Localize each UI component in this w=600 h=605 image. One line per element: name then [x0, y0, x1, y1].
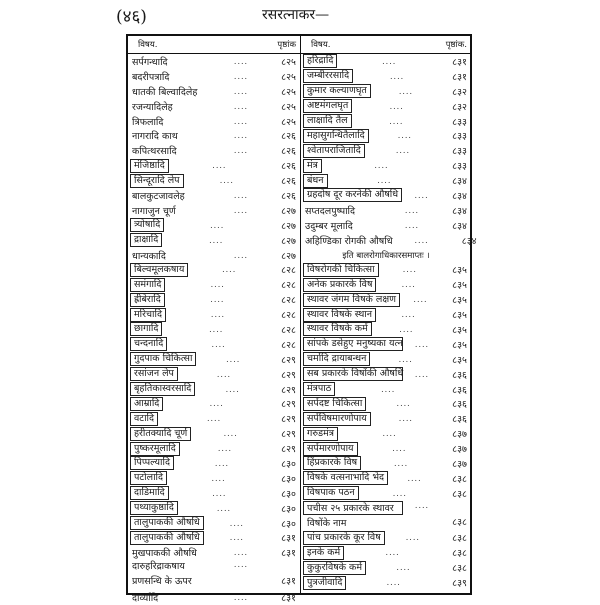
entry-page-number: ८३१ [452, 56, 467, 68]
leader-dots: .... [210, 220, 225, 230]
entry-page-number: ८३५ [452, 339, 467, 351]
leader-dots: .... [398, 414, 413, 424]
entry-page-number: ८३७ [452, 458, 467, 470]
entry-title: स्थावर जंगम विषके लक्षण [303, 293, 400, 307]
index-entry [301, 560, 471, 575]
entry-title: सर्पदष्ट चिकित्सा [303, 397, 366, 411]
entry-page-number: ८३८ [452, 488, 467, 500]
index-entry [301, 471, 471, 486]
entry-page-number: ८३७ [452, 444, 467, 456]
entry-title: अहिण्डिका रोगकी औषधि [305, 235, 393, 247]
entry-page-number: ८३५ [452, 310, 467, 322]
entry-title: हरीतक्यादि चूर्ण [130, 427, 191, 441]
leader-dots: .... [211, 339, 226, 349]
entry-page-number: ८३८ [452, 563, 467, 575]
index-entry [128, 426, 300, 441]
leader-dots: .... [233, 593, 249, 603]
entry-title: हरिद्रादि [303, 54, 337, 68]
entry-page-number: ८३४ [452, 176, 467, 188]
index-entry [128, 545, 300, 560]
leader-dots: .... [413, 295, 428, 305]
index-entry [128, 248, 300, 263]
leader-dots: .... [392, 488, 407, 498]
leader-dots: .... [212, 161, 227, 171]
index-entry [301, 114, 471, 129]
entry-title: चर्मादि द्रायाबन्धन [303, 352, 370, 366]
leader-dots: .... [223, 429, 238, 439]
entry-title: सब प्रकारके विषोंकी औषधि [303, 367, 403, 381]
leader-dots: .... [414, 369, 430, 379]
entry-title: कुमार कल्याणघृत [303, 84, 371, 98]
entry-page-number: ८३४ [452, 190, 467, 202]
leader-dots: .... [233, 205, 249, 215]
right-subject-header: विषय. [311, 40, 331, 50]
entry-title: गरुडमंत्र [303, 427, 338, 441]
entry-title: दार्व्यादि [132, 593, 159, 605]
right-header [301, 36, 471, 54]
entry-title: गुदपाक चिकित्सा [130, 352, 196, 366]
entry-title: पथ्याकुष्ठादि [130, 501, 178, 515]
index-entry [301, 531, 471, 546]
entry-title: आम्रादि [130, 397, 163, 411]
leader-dots: .... [212, 488, 227, 498]
index-entry [128, 560, 300, 590]
index-entry [301, 426, 471, 441]
index-entry [128, 233, 300, 248]
leader-dots: .... [233, 86, 249, 96]
entry-page-number: ८३० [281, 488, 296, 500]
index-entry [128, 322, 300, 337]
page-number: (४६) [116, 7, 147, 27]
left-page-header: पृष्ठांक [277, 40, 296, 50]
entry-page-number: ८३५ [452, 280, 467, 292]
entry-page-number: ८२५ [281, 101, 296, 113]
leader-dots: .... [377, 176, 392, 186]
leader-dots: .... [233, 71, 249, 81]
entry-title: हिंप्रकारके विष [303, 456, 361, 470]
leader-dots: .... [233, 146, 249, 156]
index-entry [301, 486, 471, 501]
entry-title: बिल्वमूलकषाय [130, 263, 188, 277]
index-entry [128, 158, 300, 173]
entry-title: मंत्र [303, 159, 322, 173]
leader-dots: .... [210, 295, 225, 305]
entry-title: पुष्करमूलादि [130, 442, 180, 456]
right-entry-list-2 [301, 262, 471, 590]
entry-title: रसांजन लेप [130, 367, 178, 381]
entry-page-number: ८३० [281, 458, 296, 470]
index-entry [128, 128, 300, 143]
entry-page-number: ८२७ [281, 220, 296, 232]
left-header [128, 36, 300, 54]
entry-page-number: ८३१ [281, 576, 296, 588]
index-entry [301, 292, 471, 307]
section-end-note: इति बालरोगाधिकारसमाप्तः । [342, 250, 430, 261]
index-entry [128, 218, 300, 233]
entry-page-number: ८३६ [452, 399, 467, 411]
index-entry [301, 173, 471, 188]
entry-page-number: ८२८ [281, 310, 296, 322]
leader-dots: .... [226, 354, 241, 364]
entry-page-number: ८३५ [452, 265, 467, 277]
entry-page-number: ८३६ [452, 369, 467, 381]
index-entry [128, 516, 300, 531]
entry-page-number: ८३३ [452, 146, 467, 158]
index-entry [128, 352, 300, 367]
leader-dots: .... [210, 280, 225, 290]
entry-page-number: ८२७ [281, 205, 296, 217]
entry-page-number: ८३४ [452, 205, 467, 217]
entry-page-number: ८३८ [452, 516, 467, 528]
entry-page-number: ८२७ [281, 235, 296, 247]
leader-dots: .... [399, 324, 414, 334]
leader-dots: .... [219, 176, 234, 186]
index-entry [301, 322, 471, 337]
leader-dots: .... [397, 131, 412, 141]
entry-page-number: ८३१ [281, 533, 296, 545]
index-entry [128, 441, 300, 456]
leader-dots: .... [401, 280, 416, 290]
entry-page-number: ८२९ [281, 429, 296, 441]
entry-page-number: ८२९ [281, 399, 296, 411]
leader-dots: .... [414, 235, 429, 245]
entry-title: दारुहरिद्राकषाय प्रणसन्धि के ऊपर [132, 561, 192, 588]
leader-dots: .... [395, 146, 410, 156]
index-entry [301, 367, 471, 382]
index-entry [301, 158, 471, 173]
leader-dots: .... [233, 101, 249, 111]
entry-page-number: ८२८ [281, 280, 296, 292]
leader-dots: .... [382, 56, 397, 66]
entry-page-number: ८२५ [281, 86, 296, 98]
entry-page-number: ८३१ [452, 71, 467, 83]
leader-dots: .... [389, 116, 404, 126]
index-entry [128, 54, 300, 69]
entry-title: त्रिफलादि [132, 116, 164, 128]
index-entry [128, 531, 300, 546]
right-page-header: पृष्ठांक. [445, 40, 467, 50]
index-entry [128, 382, 300, 397]
entry-page-number: ८३३ [452, 161, 467, 173]
index-entry [301, 188, 471, 203]
entry-page-number: ८२९ [281, 369, 296, 381]
leader-dots: .... [211, 473, 226, 483]
leader-dots: .... [386, 578, 401, 588]
index-entry [128, 486, 300, 501]
index-entry [128, 307, 300, 322]
entry-page-number: ८२६ [281, 176, 296, 188]
index-entry [301, 411, 471, 426]
index-entry [128, 396, 300, 411]
entry-page-number: ८३४ [452, 220, 467, 232]
entry-page-number: ८२६ [281, 161, 296, 173]
leader-dots: .... [214, 458, 230, 468]
entry-title: स्थावर विषके कर्म [303, 322, 372, 336]
entry-title: तालुपाककी औषधि [130, 516, 204, 530]
entry-page-number: ८२६ [281, 190, 296, 202]
leader-dots: .... [382, 429, 397, 439]
entry-title: वटादि [130, 412, 158, 426]
leader-dots: .... [374, 161, 389, 171]
index-entry [128, 277, 300, 292]
index-entry [301, 143, 471, 158]
right-entry-list [301, 54, 477, 248]
index-entry [301, 441, 471, 456]
entry-title: सिन्दूरादि लेप [130, 174, 184, 188]
entry-title: पुत्रजीवादि [303, 576, 346, 590]
index-entry [128, 292, 300, 307]
leader-dots: .... [392, 444, 407, 454]
index-entry [301, 218, 471, 233]
entry-page-number: ८३६ [452, 414, 467, 426]
entry-page-number: ८२६ [281, 146, 296, 158]
entry-page-number: ८२९ [281, 444, 296, 456]
entry-title: इनके कर्म [303, 546, 344, 560]
leader-dots: .... [216, 503, 232, 513]
leader-dots: .... [233, 190, 249, 200]
entry-page-number: ८३८ [452, 548, 467, 560]
entry-title: ह्रीबेरादि [130, 293, 165, 307]
leader-dots: .... [389, 101, 404, 111]
entry-title: मंजिष्ठादि [130, 159, 169, 173]
leader-dots: .... [233, 116, 249, 126]
entry-page-number: ८३६ [452, 384, 467, 396]
entry-page-number: ८३२ [452, 101, 467, 113]
index-entry [301, 575, 471, 590]
leader-dots: .... [216, 369, 232, 379]
leader-dots: .... [398, 354, 413, 364]
index-table [126, 34, 477, 605]
leader-dots: .... [396, 563, 411, 573]
leader-dots: .... [229, 518, 244, 528]
index-entry [128, 367, 300, 382]
leader-dots: .... [407, 473, 422, 483]
leader-dots: .... [414, 500, 430, 510]
index-entry [301, 307, 471, 322]
leader-dots: .... [229, 533, 244, 543]
left-entry-list [128, 54, 300, 605]
index-entry [128, 262, 300, 277]
entry-title: धान्यकादि [132, 250, 166, 262]
index-entry [128, 173, 300, 188]
index-entry [301, 501, 471, 531]
entry-title: पिप्पल्यादि [130, 456, 174, 470]
left-column [128, 36, 300, 605]
entry-page-number: ८३३ [452, 116, 467, 128]
index-entry [301, 128, 471, 143]
leader-dots: .... [396, 399, 411, 409]
index-entry [301, 277, 471, 292]
index-entry [301, 233, 477, 248]
entry-title: सप्तदलपुष्पादि [305, 205, 356, 217]
entry-title: बदरीपत्रादि [132, 71, 170, 83]
index-entry [128, 188, 300, 203]
entry-title: नागरादि काथ [132, 131, 178, 143]
leader-dots: .... [233, 131, 249, 141]
index-entry [301, 396, 471, 411]
entry-title: लाक्षादि तैल [303, 114, 352, 128]
leader-dots: .... [401, 310, 416, 320]
entry-title: उदुम्बर मूलादि [305, 220, 353, 232]
entry-page-number: ८३३ [452, 131, 467, 143]
index-entry [128, 337, 300, 352]
entry-page-number: ८२८ [281, 295, 296, 307]
index-entry [301, 69, 471, 84]
entry-title: विषरोगकी चिकित्सा [303, 263, 379, 277]
index-entry [128, 590, 300, 605]
entry-title: त्र्योषादि [130, 218, 164, 232]
entry-page-number: ८२५ [281, 56, 296, 68]
index-entry [128, 411, 300, 426]
entry-page-number: ८३० [281, 518, 296, 530]
entry-title: चन्दनादि [130, 337, 167, 351]
entry-title: सर्पविषमारणोपाय [303, 412, 371, 426]
entry-title: महासुगन्धितैलादि [303, 129, 369, 143]
entry-title: श्वेतापराजितादि [303, 144, 365, 158]
leader-dots: .... [402, 265, 417, 275]
leader-dots: .... [404, 220, 420, 230]
index-entry [301, 352, 471, 367]
entry-title: पटोलादि [130, 471, 167, 485]
entry-title: सर्पमारणोपाय [303, 442, 358, 456]
entry-page-number: ८२५ [281, 71, 296, 83]
entry-page-number: ८३१ [281, 593, 296, 605]
entry-page-number: ८२६ [281, 131, 296, 143]
entry-page-number: ८२९ [281, 384, 296, 396]
entry-page-number: ८२८ [281, 265, 296, 277]
leader-dots: .... [390, 71, 405, 81]
leader-dots: .... [233, 548, 249, 558]
entry-title: समंगादि [130, 278, 165, 292]
entry-title: नागाजुन चूर्ण [132, 205, 176, 217]
entry-title: कपित्थरसादि [132, 146, 177, 158]
entry-title: तालुपाककी औषधि [130, 531, 204, 545]
index-entry [128, 501, 300, 516]
entry-title: धातकी बिल्वादिलेह [132, 86, 198, 98]
leader-dots: .... [233, 250, 249, 260]
index-entry [128, 143, 300, 158]
leader-dots: .... [405, 533, 420, 543]
index-entry [128, 69, 300, 84]
leader-dots: .... [398, 86, 414, 96]
entry-title: ग्रहदोष दूर करनेकी औषधि [303, 188, 402, 202]
right-column [301, 36, 477, 590]
entry-page-number: ८३८ [452, 473, 467, 485]
entry-title: जम्बीररसादि [303, 69, 353, 83]
entry-title: मुखपाककी औषधि [132, 548, 197, 560]
entry-page-number: ८३७ [452, 429, 467, 441]
entry-page-number: ८३८ [452, 533, 467, 545]
index-entry [128, 471, 300, 486]
entry-title: मरिचादि [130, 308, 166, 322]
entry-title: सांपके डसेहुए मनुष्यका यत्न [303, 337, 403, 351]
leader-dots: .... [404, 205, 420, 215]
entry-page-number: ८३४ [461, 235, 477, 247]
entry-title: पचीस २५ प्रकारके स्थावर विषोंके नाम [303, 501, 403, 515]
left-subject-header: विषय. [138, 40, 158, 50]
leader-dots: .... [206, 414, 222, 424]
entry-page-number: ८३० [281, 503, 296, 515]
entry-title: बृहतिकास्वरसादि [130, 382, 195, 396]
entry-title: छागादि [130, 322, 162, 336]
entry-title: दाडिमादि [130, 486, 169, 500]
entry-title: अनेक प्रकारके विष [303, 278, 376, 292]
entry-title: बालकुटजावलेह [132, 190, 185, 202]
entry-page-number: ८३२ [452, 86, 467, 98]
leader-dots: .... [414, 339, 430, 349]
running-title: रसरत्नाकर— [262, 7, 330, 23]
leader-dots: .... [393, 458, 409, 468]
entry-title: अष्टमंगलघृत [303, 99, 352, 113]
index-entry [301, 84, 471, 99]
index-entry [128, 99, 300, 114]
index-entry [301, 262, 471, 277]
leader-dots: .... [209, 399, 224, 409]
entry-page-number: ८२९ [281, 414, 296, 426]
leader-dots: .... [217, 444, 232, 454]
entry-page-number: ८३१ [281, 548, 296, 560]
entry-title: स्थावर विषके स्थान [303, 308, 376, 322]
leader-dots: .... [414, 190, 429, 200]
entry-title: मंत्रपाठ [303, 382, 335, 396]
leader-dots: .... [222, 265, 237, 275]
index-entry [128, 84, 300, 99]
leader-dots: .... [210, 310, 226, 320]
entry-title: कुकुरविषके कर्म [303, 561, 366, 575]
entry-page-number: ८३५ [452, 324, 467, 336]
index-entry [301, 545, 471, 560]
entry-title: विषपाक पठन [303, 486, 359, 500]
entry-page-number: ८२९ [281, 354, 296, 366]
entry-page-number: ८२८ [281, 324, 296, 336]
leader-dots: .... [233, 56, 249, 66]
index-entry [128, 456, 300, 471]
index-entry [301, 54, 471, 69]
entry-page-number: ८३५ [452, 295, 467, 307]
entry-title: पांच प्रकारके कूर विष [303, 531, 385, 545]
index-entry [301, 99, 471, 114]
leader-dots: .... [209, 324, 224, 334]
entry-title: बंधन [303, 174, 328, 188]
entry-title: द्राक्षादि [130, 233, 162, 247]
leader-dots: .... [209, 235, 224, 245]
entry-page-number: ८३५ [452, 354, 467, 366]
entry-page-number: ८३९ [452, 578, 467, 590]
entry-page-number: ८२७ [281, 250, 296, 262]
index-entry [128, 203, 300, 218]
index-entry [301, 456, 471, 471]
index-entry [301, 382, 471, 397]
index-entry [301, 203, 471, 218]
index-entry [128, 114, 300, 129]
entry-page-number: ८३० [281, 473, 296, 485]
entry-page-number: ८२५ [281, 116, 296, 128]
entry-title: विषके वत्सनाभादि भेद [303, 471, 388, 485]
index-entry [301, 337, 471, 352]
leader-dots: .... [381, 384, 396, 394]
entry-page-number: ८२८ [281, 339, 296, 351]
leader-dots: .... [225, 384, 240, 394]
entry-title: सर्पगन्धादि [132, 56, 168, 68]
leader-dots: .... [233, 560, 249, 570]
leader-dots: .... [385, 548, 400, 558]
entry-title: रजन्यादिलेह [132, 101, 173, 113]
